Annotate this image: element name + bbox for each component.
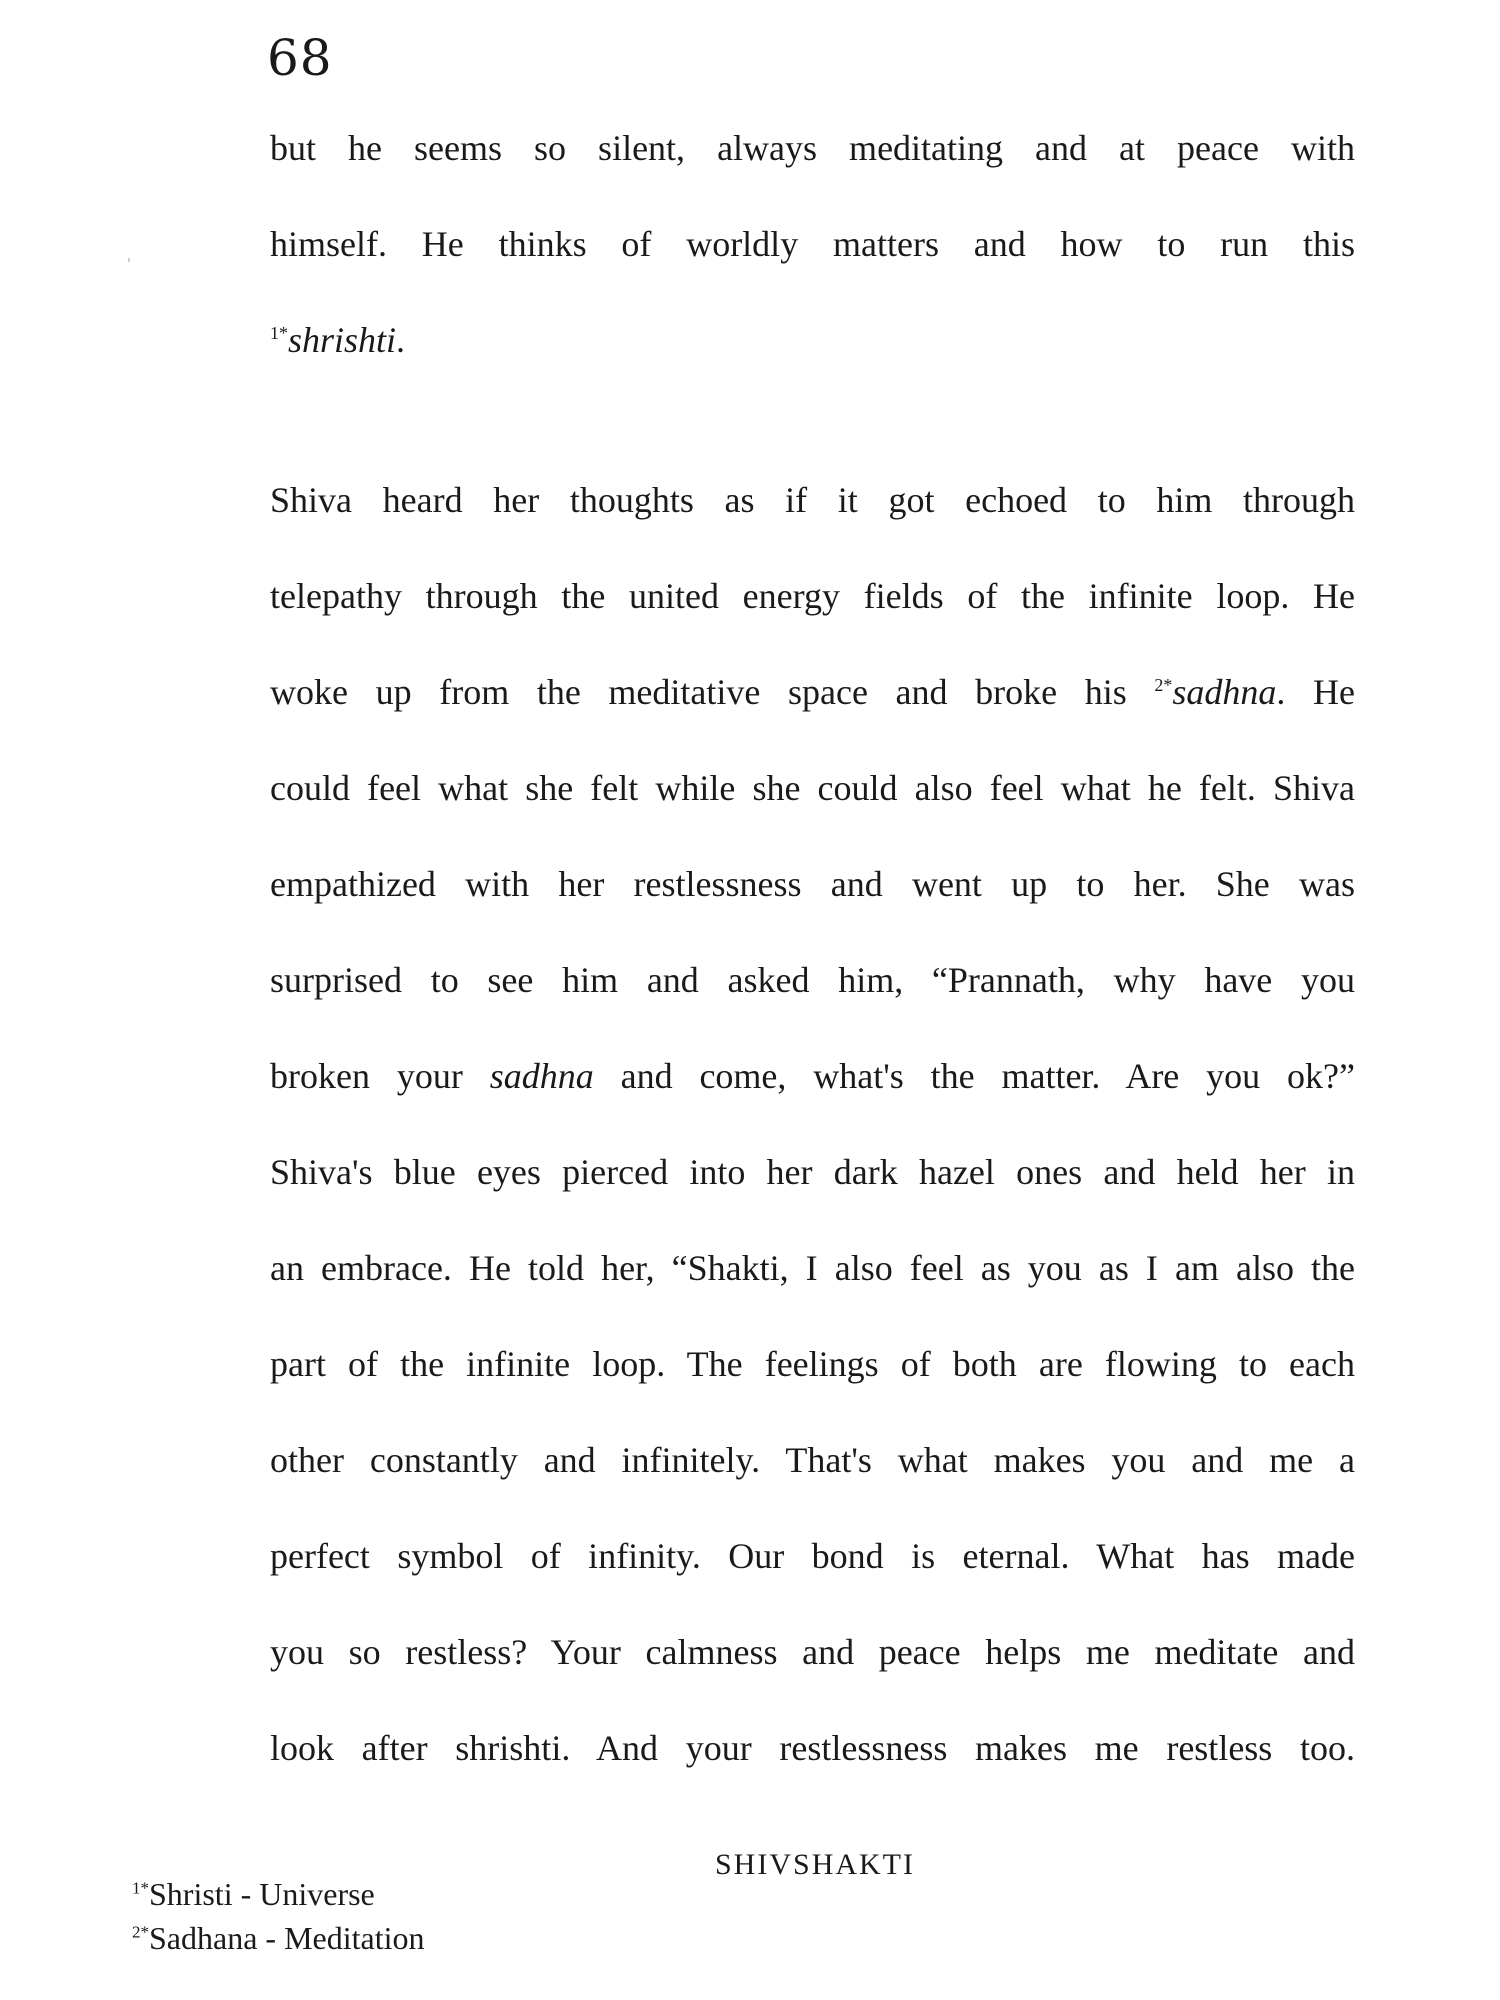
text-line <box>270 1124 1355 1220</box>
text-line <box>270 932 1355 1028</box>
text-line <box>270 836 1355 932</box>
footnote-mark: 2* <box>132 1922 149 1942</box>
text-span: but he seems so silent, always meditating and at peace with <box>270 128 1355 168</box>
text-line <box>270 1508 1355 1604</box>
text-line <box>270 1220 1355 1316</box>
text-span: surprised to see him and asked him, “Prannath, why have you <box>270 960 1355 1000</box>
text-span: empathized with her restlessness and went up to her. She was <box>270 864 1355 904</box>
footnote-text: Sadhana - Meditation <box>149 1920 425 1956</box>
body-text <box>270 100 1355 1796</box>
text-line <box>270 100 1355 196</box>
text-line <box>270 548 1355 644</box>
text-span: telepathy through the united energy fields of the infinite loop. He <box>270 576 1355 616</box>
text-span: . <box>396 320 406 360</box>
footnote-text: Shristi - Universe <box>149 1876 375 1912</box>
footnotes <box>132 1872 424 1960</box>
italic-term: shrishti <box>288 320 397 360</box>
text-line <box>270 644 1355 740</box>
text-span: . He <box>1276 672 1355 712</box>
running-footer-title: SHIVSHAKTI <box>715 1848 915 1881</box>
text-span: look after shrishti. And your restlessness makes me restless too. <box>270 1728 1355 1768</box>
text-line <box>270 292 1355 388</box>
text-span: woke up from the meditative space and broke his <box>270 672 1155 712</box>
footnote-1 <box>132 1872 424 1916</box>
text-span: Shiva's blue eyes pierced into her dark hazel ones and held her in <box>270 1152 1355 1192</box>
footnote-ref-1: 1* <box>270 323 288 343</box>
text-line <box>270 740 1355 836</box>
text-line <box>270 196 1355 292</box>
page-number: 68 <box>267 29 333 87</box>
text-line <box>270 1316 1355 1412</box>
italic-term: sadhna <box>1172 672 1277 712</box>
footnote-mark: 1* <box>132 1878 149 1898</box>
text-span: Shiva heard her thoughts as if it got echoed to him through <box>270 480 1355 520</box>
text-span: part of the infinite loop. The feelings of both are flowing to each <box>270 1344 1355 1384</box>
text-line <box>270 452 1355 548</box>
footnote-2 <box>132 1916 424 1960</box>
text-span: himself. He thinks of worldly matters and how to run this <box>270 224 1355 264</box>
text-span: an embrace. He told her, “Shakti, I also feel as you as I am also the <box>270 1248 1355 1288</box>
italic-term: sadhna <box>489 1056 594 1096</box>
paragraph-gap <box>270 388 1355 452</box>
text-line <box>270 1604 1355 1700</box>
scan-speck <box>128 258 130 262</box>
text-line <box>270 1028 1355 1124</box>
footnote-ref-2: 2* <box>1154 675 1173 695</box>
text-line <box>270 1700 1355 1796</box>
text-line <box>270 1412 1355 1508</box>
text-span: other constantly and infinitely. That's what makes you and me a <box>270 1440 1355 1480</box>
text-span: could feel what she felt while she could also feel what he felt. Shiva <box>270 768 1355 808</box>
text-span: broken your <box>270 1056 490 1096</box>
text-span: and come, what's the matter. Are you ok?” <box>593 1056 1355 1096</box>
text-span: you so restless? Your calmness and peace helps me meditate and <box>270 1632 1355 1672</box>
text-span: perfect symbol of infinity. Our bond is eternal. What has made <box>270 1536 1355 1576</box>
